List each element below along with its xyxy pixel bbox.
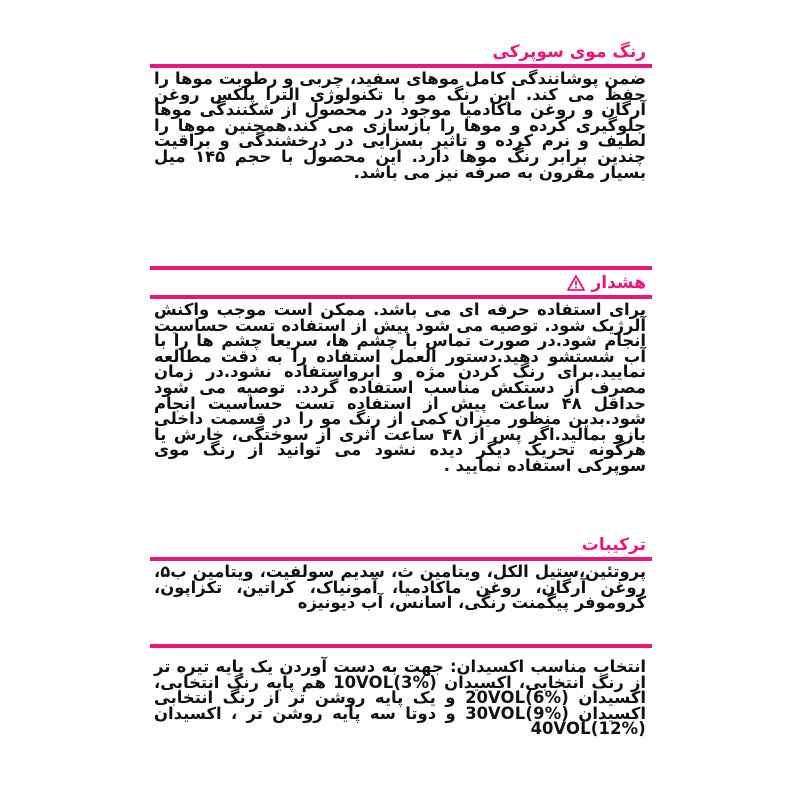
- warning-top-divider: [150, 266, 652, 270]
- oxidant-divider: [150, 644, 652, 648]
- description-text: ضمن پوشانندگی کامل موهای سفید، چربی و رطوبت موها را حفظ می کند. این رنگ مو با تکنولوژی الترا پلکس روغن آرگان و روغن ماکادمیا موجود در محصول از شکنندگی موها جلوگیری کرده و موها را بازسازی می کند.همچنین موها را لطیف و نرم کرده و تاثیر بسزایی در درخشندگی و براقیت چندین برابر رنگ موها دارد. این محصول با حجم ۱۴۵ میل بسیار مقرون به صرفه نیز می باشد.: [154, 69, 646, 182]
- description-section: [150, 42, 652, 180]
- product-label-panel: [150, 42, 652, 760]
- oxidant-text: انتخاب مناسب اکسیدان: جهت به دست آوردن یک پایه تیره تر از رنگ انتخابی، اکسیدان 10VOL(3%) هم پایه رنگ انتخابی، اکسیدان 20VOL(6%) و یک پایه روشن تر از رنگ انتخابی اکسیدان 30VOL(9%) و دوتا سه پایه روشن تر ، اکسیدان 40VOL(12%): [154, 657, 646, 739]
- description-title: رنگ موی سوپرکی: [492, 42, 646, 62]
- warning-divider: [150, 295, 652, 299]
- ingredients-divider: [150, 557, 652, 561]
- description-divider: [150, 64, 652, 68]
- warning-heading: [150, 273, 652, 293]
- warning-triangle-icon: [567, 275, 585, 291]
- warning-text: برای استفاده حرفه ای می باشد. ممکن است موجب واکنش آلرژیک شود. توصیه می شود پیش از استفاده تست حساسیت انجام شود.در صورت تماس با چشم ها، سریعا چشم ها را با آب شستشو دهید.دستور العمل استفاده را به دقت مطالعه نمایید.برای رنگ کردن مژه و ابرواستفاده نشود.در زمان مصرف از دستکش مناسب استفاده گردد. توصیه می شود حداقل ۴۸ ساعت پیش از استفاده تست حساسیت انجام شود.بدین منظور میزان کمی از رنگ مو را در قسمت داخلی بازو بمالید.اگر پس از ۴۸ ساعت اثری از سوختگی، خارش یا هرگونه تحریک دیگر دیده نشود می توانید از رنگ موی سوپرکی استفاده نمایید .: [154, 300, 646, 475]
- warning-section: [150, 264, 652, 474]
- oxidant-section: [150, 642, 652, 737]
- ingredients-text: پروتئین،ستیل الکل، ویتامین ث، سدیم سولفیت، ویتامین ب۵، روغن آرگان، روغن ماکادمیا، آمونیاک، کراتین، تکزاپون، کروموفر پیگمنت رنگی، اسانس، آب دیونیزه: [154, 562, 646, 613]
- ingredients-section: [150, 535, 652, 611]
- ingredients-title: ترکیبات: [581, 535, 646, 555]
- warning-title: هشدار: [591, 273, 646, 293]
